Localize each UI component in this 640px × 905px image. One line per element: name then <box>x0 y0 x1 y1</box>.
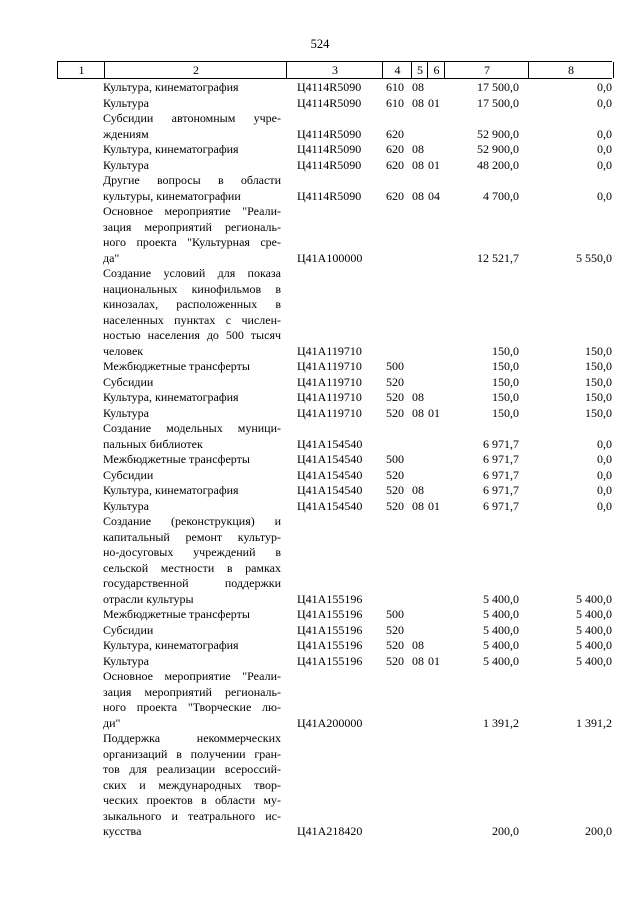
amount-col-7: 52 900,0 <box>477 142 519 156</box>
amount-col-7: 5 400,0 <box>483 591 519 606</box>
amount-col-7: 4 700,0 <box>483 188 519 203</box>
description-line: ного проекта "Культурная сре- <box>103 235 281 249</box>
amount-col-8: 150,0 <box>585 374 612 389</box>
description-line: сельской местности в рамках <box>103 560 281 575</box>
row-description <box>103 468 281 484</box>
description-line: ного проекта "Творческие лю- <box>103 700 281 714</box>
amount-col-7: 5 400,0 <box>483 653 519 668</box>
description-line: ди" <box>103 715 121 730</box>
expense-type: 520 <box>386 390 404 404</box>
description-line: Культура, кинематография <box>103 390 239 404</box>
row-description <box>103 158 281 174</box>
target-code: Ц41А154540 <box>297 498 363 513</box>
description-line: но-досуговых учреждений в <box>103 545 281 559</box>
expense-type: 500 <box>386 452 404 466</box>
description-line: кинозалах, расположенных в <box>103 297 281 311</box>
table-body <box>0 80 640 840</box>
amount-col-7: 5 400,0 <box>483 607 519 621</box>
row-description <box>103 80 281 96</box>
amount-col-8: 150,0 <box>585 343 612 358</box>
expense-type: 520 <box>386 622 404 637</box>
target-code: Ц4114R5090 <box>297 188 362 203</box>
table-row <box>0 514 640 607</box>
table-row <box>0 96 640 112</box>
table-row <box>0 731 640 840</box>
amount-col-8: 5 400,0 <box>576 591 612 606</box>
description-line: национальных кинофильмов в <box>103 281 281 296</box>
row-description <box>103 452 281 468</box>
description-line: тов для реализации всероссий- <box>103 762 281 776</box>
table-row <box>0 390 640 406</box>
description-line: Культура <box>103 653 149 668</box>
amount-col-7: 150,0 <box>492 374 519 389</box>
expense-type: 520 <box>386 405 404 420</box>
expense-type: 520 <box>386 638 404 652</box>
target-code: Ц41А218420 <box>297 824 363 838</box>
amount-col-7: 6 971,7 <box>483 467 519 482</box>
amount-col-8: 0,0 <box>597 483 612 497</box>
description-line: Субсидии <box>103 622 154 637</box>
subsection-code: 01 <box>428 498 440 513</box>
amount-col-8: 150,0 <box>585 405 612 420</box>
header-col-6: 6 <box>427 62 445 78</box>
row-description <box>103 96 281 112</box>
description-line: Основное мероприятие "Реали- <box>103 669 281 683</box>
header-col-5: 5 <box>411 62 428 78</box>
amount-col-7: 150,0 <box>492 343 519 358</box>
subsection-code: 04 <box>428 188 440 203</box>
amount-col-7: 150,0 <box>492 390 519 404</box>
amount-col-7: 52 900,0 <box>477 126 519 141</box>
amount-col-8: 5 400,0 <box>576 653 612 668</box>
description-line: ских и международных твор- <box>103 777 281 792</box>
description-line: Культура, кинематография <box>103 638 239 652</box>
row-description <box>103 514 281 607</box>
header-bottom-border <box>57 78 612 79</box>
amount-col-8: 0,0 <box>597 142 612 156</box>
expense-type: 520 <box>386 467 404 482</box>
table-row <box>0 158 640 174</box>
target-code: Ц41А119710 <box>297 343 362 358</box>
header-col-2: 2 <box>104 62 287 78</box>
description-line: Другие вопросы в области <box>103 173 281 187</box>
target-code: Ц41А155196 <box>297 622 363 637</box>
description-line: зация мероприятий региональ- <box>103 219 281 234</box>
amount-col-7: 150,0 <box>492 405 519 420</box>
amount-col-8: 150,0 <box>585 390 612 404</box>
amount-col-8: 0,0 <box>597 95 612 110</box>
description-line: Культура <box>103 498 149 513</box>
description-line: отрасли культуры <box>103 591 194 606</box>
row-description <box>103 638 281 654</box>
amount-col-7: 17 500,0 <box>477 95 519 110</box>
amount-col-7: 5 400,0 <box>483 622 519 637</box>
row-description <box>103 173 281 204</box>
table-row <box>0 142 640 158</box>
expense-type: 500 <box>386 607 404 621</box>
target-code: Ц41А200000 <box>297 715 363 730</box>
row-description <box>103 421 281 452</box>
section-code: 08 <box>412 95 424 110</box>
section-code: 08 <box>412 483 424 497</box>
amount-col-8: 5 550,0 <box>576 250 612 265</box>
target-code: Ц41А154540 <box>297 452 363 466</box>
description-line: капитальный ремонт культур- <box>103 529 281 544</box>
description-line: организаций в получении гран- <box>103 746 281 761</box>
description-line: Основное мероприятие "Реали- <box>103 204 281 218</box>
target-code: Ц41А119710 <box>297 390 362 404</box>
target-code: Ц41А155196 <box>297 638 363 652</box>
table-row <box>0 669 640 731</box>
description-line: Культура <box>103 95 149 110</box>
section-code: 08 <box>412 405 424 420</box>
target-code: Ц41А119710 <box>297 359 362 373</box>
amount-col-8: 5 400,0 <box>576 607 612 621</box>
description-line: Культура, кинематография <box>103 142 239 156</box>
target-code: Ц4114R5090 <box>297 95 362 110</box>
table-row <box>0 638 640 654</box>
target-code: Ц41А100000 <box>297 250 363 265</box>
table-row <box>0 266 640 359</box>
row-description <box>103 359 281 375</box>
amount-col-7: 12 521,7 <box>477 250 519 265</box>
section-code: 08 <box>412 498 424 513</box>
description-line: ждениям <box>103 126 149 141</box>
row-description <box>103 607 281 623</box>
target-code: Ц4114R5090 <box>297 126 362 141</box>
table-row <box>0 607 640 623</box>
subsection-code: 01 <box>428 157 440 172</box>
subsection-code: 01 <box>428 95 440 110</box>
description-line: государственной поддержки <box>103 576 281 590</box>
amount-col-8: 150,0 <box>585 359 612 373</box>
expense-type: 620 <box>386 126 404 141</box>
table-row <box>0 204 640 266</box>
target-code: Ц41А155196 <box>297 653 363 668</box>
amount-col-8: 0,0 <box>597 80 612 94</box>
table-row <box>0 406 640 422</box>
section-code: 08 <box>412 80 424 94</box>
target-code: Ц41А154540 <box>297 483 363 497</box>
description-line: Поддержка некоммерческих <box>103 731 281 745</box>
description-line: Создание модельных муници- <box>103 421 281 435</box>
expense-type: 610 <box>386 80 404 94</box>
amount-col-8: 0,0 <box>597 498 612 513</box>
subsection-code: 01 <box>428 653 440 668</box>
row-description <box>103 654 281 670</box>
page-number: 524 <box>310 37 330 51</box>
header-col-3: 3 <box>286 62 383 78</box>
section-code: 08 <box>412 390 424 404</box>
expense-type: 520 <box>386 374 404 389</box>
description-line: населенных пунктах с числен- <box>103 312 281 327</box>
amount-col-8: 1 391,2 <box>576 715 612 730</box>
description-line: зация мероприятий региональ- <box>103 684 281 699</box>
description-line: Межбюджетные трансферты <box>103 607 250 621</box>
expense-type: 610 <box>386 95 404 110</box>
header-col-4: 4 <box>382 62 412 78</box>
row-description <box>103 375 281 391</box>
table-row <box>0 483 640 499</box>
description-line: Межбюджетные трансферты <box>103 359 250 373</box>
header-col-1: 1 <box>57 62 105 78</box>
amount-col-7: 48 200,0 <box>477 157 519 172</box>
description-line: кусства <box>103 824 142 838</box>
expense-type: 500 <box>386 359 404 373</box>
description-line: Субсидии <box>103 374 154 389</box>
header-col-8: 8 <box>528 62 614 78</box>
table-row <box>0 359 640 375</box>
description-line: зыкального и театрального ис- <box>103 808 281 823</box>
row-description <box>103 406 281 422</box>
row-description <box>103 390 281 406</box>
target-code: Ц4114R5090 <box>297 80 362 94</box>
row-description <box>103 483 281 499</box>
description-line: да" <box>103 250 120 265</box>
description-line: Межбюджетные трансферты <box>103 452 250 466</box>
amount-col-7: 17 500,0 <box>477 80 519 94</box>
description-line: Культура <box>103 157 149 172</box>
row-description <box>103 623 281 639</box>
row-description <box>103 111 281 142</box>
expense-type: 620 <box>386 188 404 203</box>
description-line: Культура, кинематография <box>103 80 239 94</box>
section-code: 08 <box>412 653 424 668</box>
section-code: 08 <box>412 157 424 172</box>
table-row <box>0 452 640 468</box>
table-row <box>0 375 640 391</box>
target-code: Ц41А155196 <box>297 591 363 606</box>
target-code: Ц41А119710 <box>297 374 362 389</box>
target-code: Ц41А154540 <box>297 436 363 451</box>
table-row <box>0 173 640 204</box>
description-line: Субсидии <box>103 467 154 482</box>
target-code: Ц41А119710 <box>297 405 362 420</box>
amount-col-7: 6 971,7 <box>483 498 519 513</box>
expense-type: 620 <box>386 142 404 156</box>
amount-col-8: 0,0 <box>597 157 612 172</box>
amount-col-7: 6 971,7 <box>483 483 519 497</box>
amount-col-7: 6 971,7 <box>483 452 519 466</box>
amount-col-8: 0,0 <box>597 436 612 451</box>
amount-col-7: 150,0 <box>492 359 519 373</box>
table-row <box>0 623 640 639</box>
description-line: Создание условий для показа <box>103 266 281 280</box>
amount-col-8: 5 400,0 <box>576 638 612 652</box>
section-code: 08 <box>412 188 424 203</box>
row-description <box>103 142 281 158</box>
table-row <box>0 654 640 670</box>
description-line: Создание (реконструкция) и <box>103 514 281 528</box>
section-code: 08 <box>412 638 424 652</box>
description-line: ностью населения до 500 тысяч <box>103 328 281 342</box>
description-line: Субсидии автономным учре- <box>103 111 281 125</box>
target-code: Ц41А154540 <box>297 467 363 482</box>
expense-type: 520 <box>386 653 404 668</box>
target-code: Ц4114R5090 <box>297 142 362 156</box>
row-description <box>103 731 281 840</box>
table-row <box>0 421 640 452</box>
section-code: 08 <box>412 142 424 156</box>
amount-col-8: 200,0 <box>585 824 612 838</box>
subsection-code: 01 <box>428 405 440 420</box>
amount-col-8: 0,0 <box>597 126 612 141</box>
table-row <box>0 111 640 142</box>
row-description <box>103 669 281 731</box>
table-row <box>0 80 640 96</box>
amount-col-7: 1 391,2 <box>483 715 519 730</box>
amount-col-7: 5 400,0 <box>483 638 519 652</box>
expense-type: 520 <box>386 498 404 513</box>
expense-type: 620 <box>386 157 404 172</box>
target-code: Ц41А155196 <box>297 607 363 621</box>
description-line: ческих проектов в области му- <box>103 793 281 807</box>
amount-col-8: 5 400,0 <box>576 622 612 637</box>
amount-col-7: 200,0 <box>492 824 519 838</box>
target-code: Ц4114R5090 <box>297 157 362 172</box>
description-line: Культура <box>103 405 149 420</box>
row-description <box>103 204 281 266</box>
expense-type: 520 <box>386 483 404 497</box>
amount-col-8: 0,0 <box>597 467 612 482</box>
amount-col-7: 6 971,7 <box>483 436 519 451</box>
table-row <box>0 468 640 484</box>
table-row <box>0 499 640 515</box>
header-col-7: 7 <box>444 62 529 78</box>
amount-col-8: 0,0 <box>597 452 612 466</box>
amount-col-8: 0,0 <box>597 188 612 203</box>
row-description <box>103 266 281 359</box>
description-line: Культура, кинематография <box>103 483 239 497</box>
row-description <box>103 499 281 515</box>
description-line: культуры, кинематографии <box>103 188 241 203</box>
description-line: пальных библиотек <box>103 436 203 451</box>
description-line: человек <box>103 343 144 358</box>
